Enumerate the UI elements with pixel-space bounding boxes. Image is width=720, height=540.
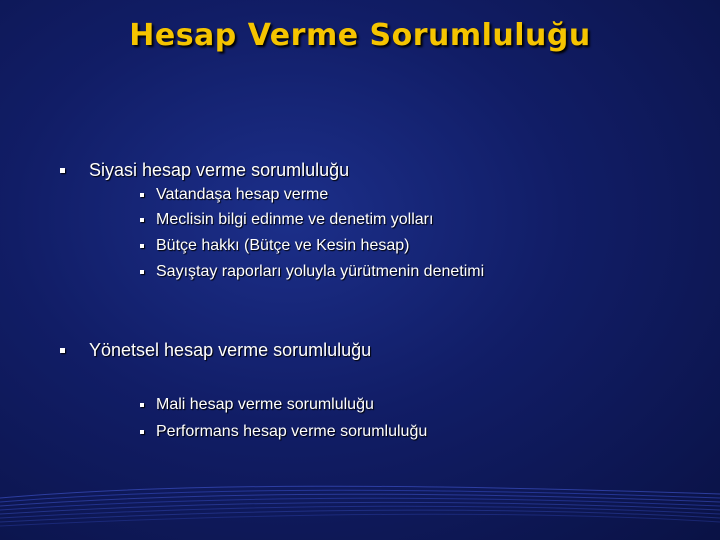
list-item: Sayıştay raporları yoluyla yürütmenin denetimi (156, 263, 485, 280)
square-bullet-icon (60, 168, 65, 173)
square-bullet-icon (140, 270, 144, 274)
square-bullet-icon (140, 403, 144, 407)
bullet-item-level2 (140, 423, 427, 441)
square-bullet-icon (140, 193, 144, 197)
list-item: Mali hesap verme sorumluluğu (156, 396, 374, 413)
section-heading: Siyasi hesap verme sorumluluğu (89, 160, 350, 180)
bullet-item-level2 (140, 237, 409, 255)
bullet-item-level1 (60, 340, 371, 361)
list-item: Performans hesap verme sorumluluğu (156, 423, 428, 440)
slide-title: Hesap Verme Sorumluluğu (129, 18, 591, 53)
bullet-item-level2 (140, 396, 374, 414)
bullet-item-level1 (60, 160, 349, 181)
section-heading: Yönetsel hesap verme sorumluluğu (89, 340, 372, 360)
bullet-item-level2 (140, 186, 328, 204)
list-item: Bütçe hakkı (Bütçe ve Kesin hesap) (156, 237, 410, 254)
square-bullet-icon (60, 348, 65, 353)
square-bullet-icon (140, 244, 144, 248)
bullet-item-level2 (140, 263, 484, 281)
square-bullet-icon (140, 218, 144, 222)
list-item: Vatandaşa hesap verme (156, 186, 329, 203)
square-bullet-icon (140, 430, 144, 434)
list-item: Meclisin bilgi edinme ve denetim yolları (156, 211, 434, 228)
bullet-item-level2 (140, 211, 433, 229)
decorative-swoosh-lines (0, 480, 720, 540)
